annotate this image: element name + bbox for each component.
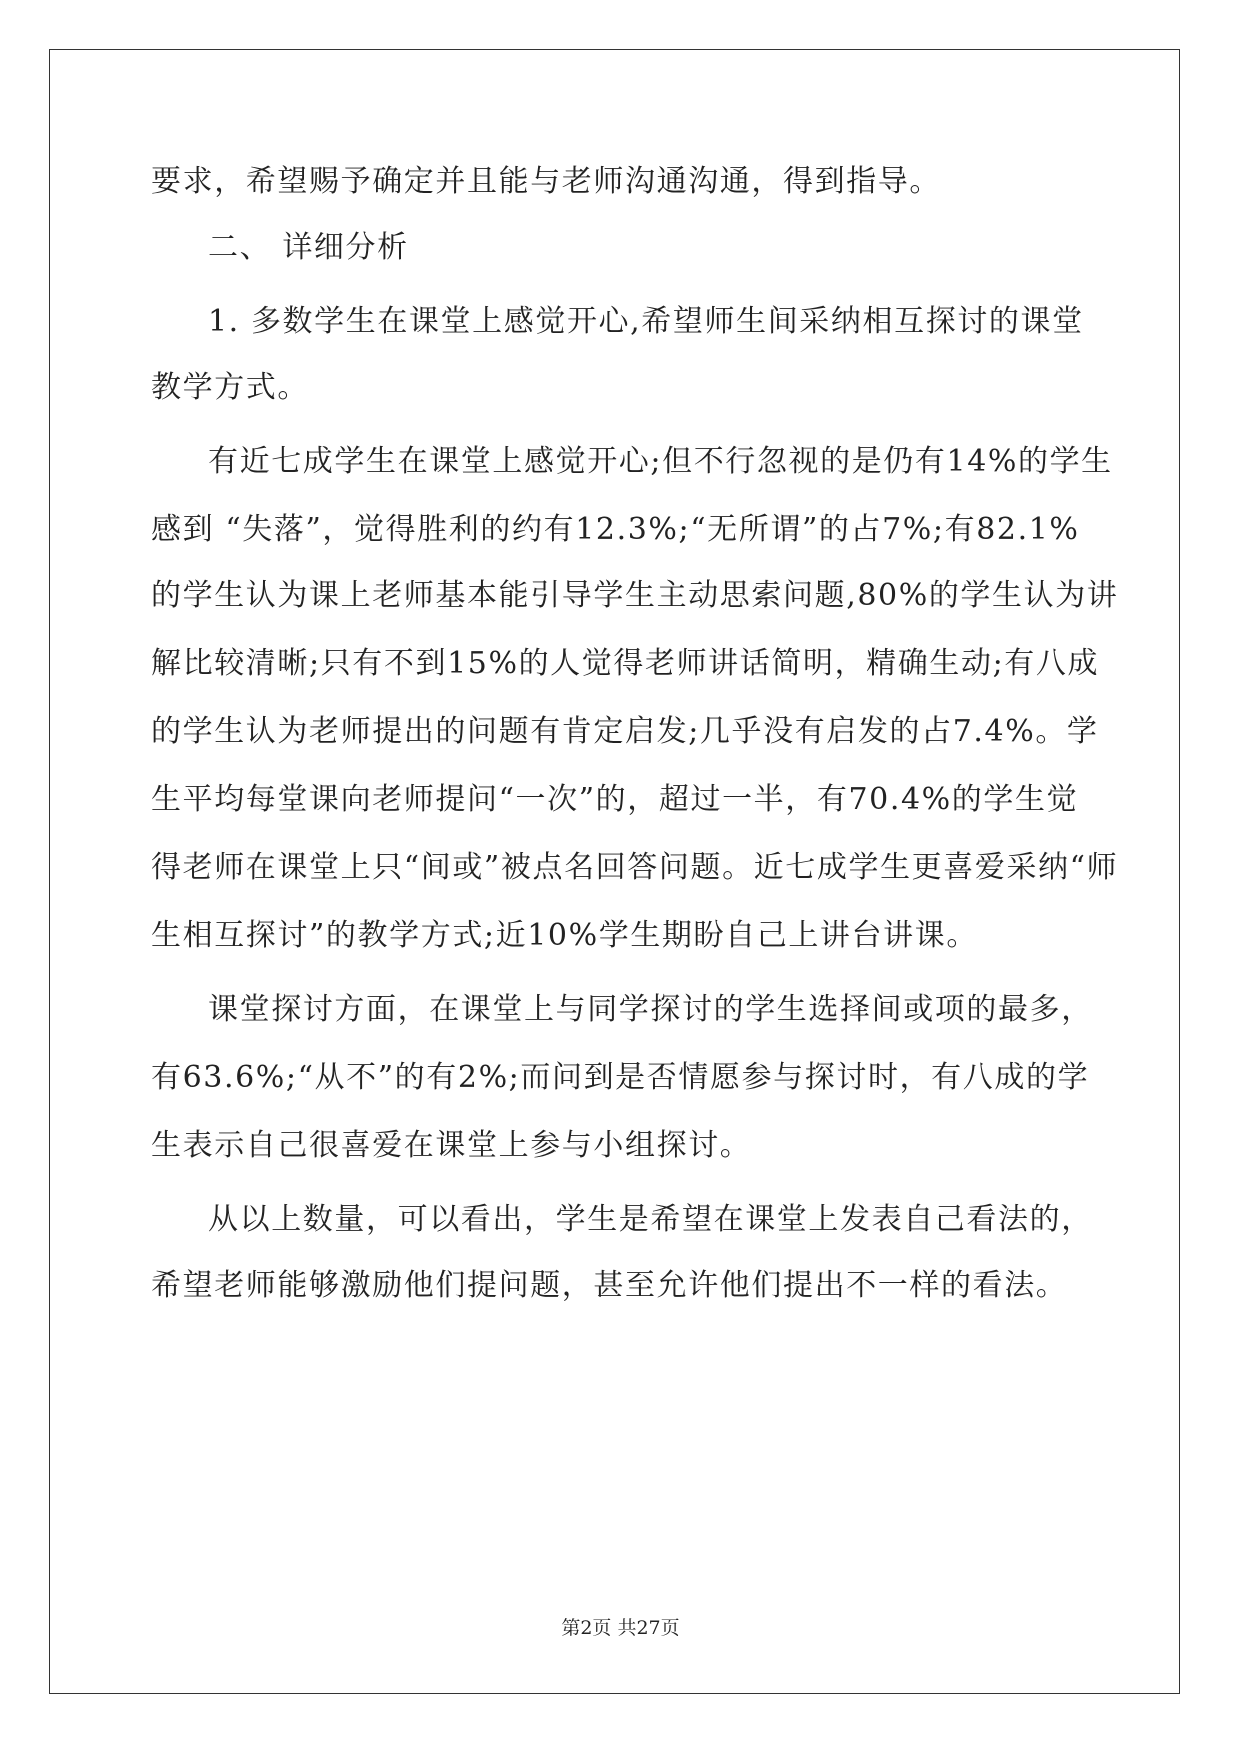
page-number-footer: 第2页 共27页 (561, 1617, 680, 1639)
text-line: 教学方式。 (151, 370, 309, 405)
subheading-line: 1. 多数学生在课堂上感觉开心,希望师生间采纳相互探讨的课堂 (208, 304, 1084, 339)
text-line: 有63.6%;“从不”的有2%;而问到是否情愿参与探讨时，有八成的学 (151, 1060, 1090, 1095)
text-line: 要求，希望赐予确定并且能与老师沟通沟通，得到指导。 (151, 164, 941, 199)
text-line: 解比较清晰;只有不到15%的人觉得老师讲话简明，精确生动;有八成 (151, 646, 1100, 681)
text-line: 的学生认为课上老师基本能引导学生主动思索问题,80%的学生认为讲 (151, 578, 1119, 613)
paragraph-first-line: 课堂探讨方面，在课堂上与同学探讨的学生选择间或项的最多， (208, 992, 1093, 1027)
text-line: 生平均每堂课向老师提问“一次”的，超过一半，有70.4%的学生觉 (151, 782, 1079, 817)
section-heading: 二、 详细分析 (208, 230, 409, 265)
text-line: 生相互探讨”的教学方式;近10%学生期盼自己上讲台讲课。 (151, 918, 978, 953)
paragraph-first-line: 有近七成学生在课堂上感觉开心;但不行忽视的是仍有14%的学生 (208, 444, 1113, 479)
text-line: 的学生认为老师提出的问题有肯定启发;几乎没有启发的占7.4%。学 (151, 714, 1099, 749)
text-line: 生表示自己很喜爱在课堂上参与小组探讨。 (151, 1128, 752, 1163)
text-line: 得老师在课堂上只“间或”被点名回答问题。近七成学生更喜爱采纳“师 (151, 850, 1119, 885)
paragraph-first-line: 从以上数量，可以看出，学生是希望在课堂上发表自己看法的， (208, 1202, 1093, 1237)
text-line: 希望老师能够激励他们提问题，甚至允许他们提出不一样的看法。 (151, 1268, 1068, 1303)
text-line: 感到 “失落”，觉得胜利的约有12.3%;“无所谓”的占7%;有82.1% (151, 512, 1080, 547)
